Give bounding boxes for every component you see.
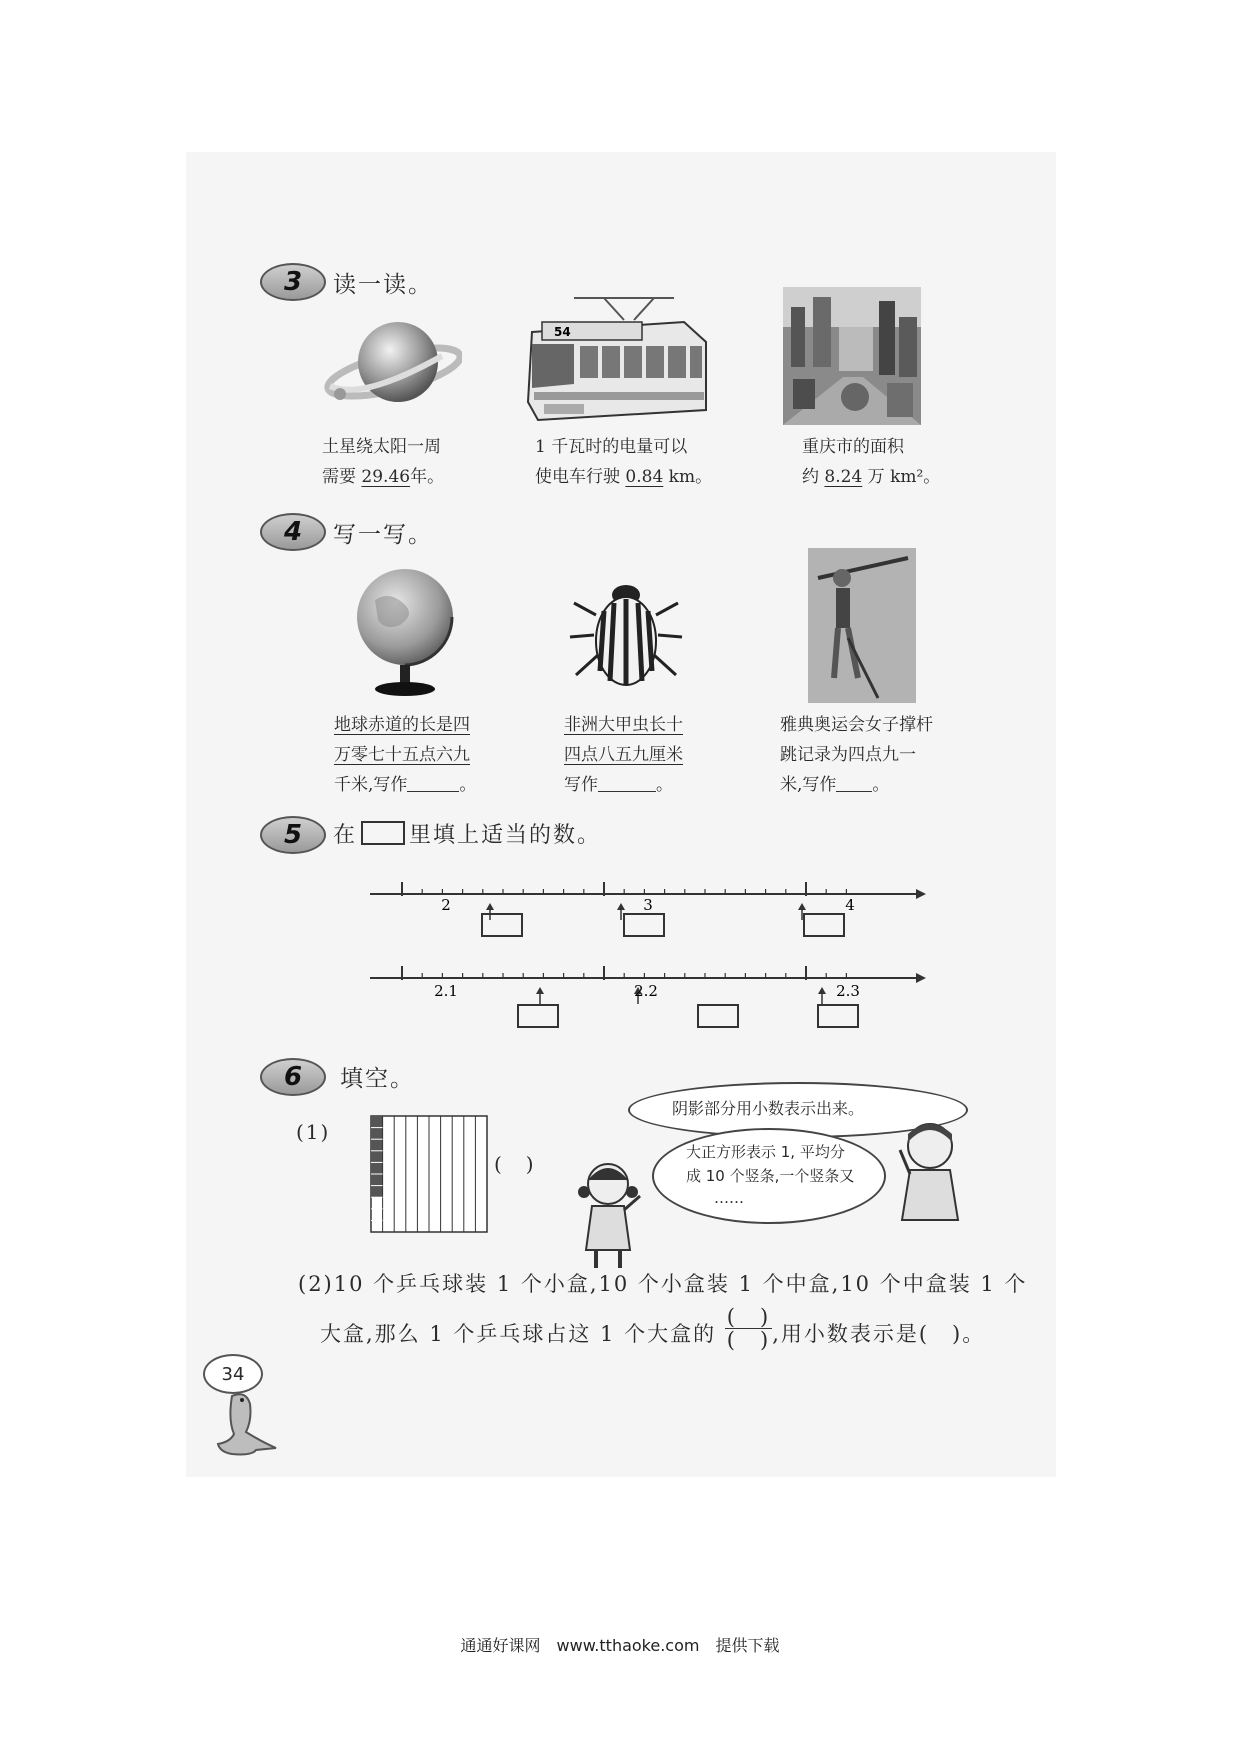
bubble-line-2: 成 10 个竖条,一个竖条又 <box>686 1167 855 1185</box>
saturn-image <box>322 316 462 420</box>
section-4-title: 写一写。 <box>333 522 433 548</box>
part-1-answer-paren[interactable]: ( ) <box>494 1152 536 1176</box>
pole-vault-caption: 雅典奥运会女子撑杆 跳记录为四点九一 米,写作 。 <box>780 715 933 795</box>
bubble-top-text: 阴影部分用小数表示出来。 <box>672 1099 865 1118</box>
pole-vault-photo <box>808 548 916 703</box>
answer-box[interactable] <box>803 913 845 937</box>
beetle-caption: 非洲大甲虫长十 四点八五九厘米 写作 。 <box>564 715 683 795</box>
tram-image <box>524 292 712 427</box>
decimal-square <box>370 1115 488 1233</box>
section-5-instruction: 在 里填上适当的数。 <box>333 823 602 848</box>
tram-number: 54 <box>554 325 571 339</box>
fraction-blank[interactable]: ( ) ( ) <box>726 1305 771 1352</box>
bubble-line-1: 大正方形表示 1, 平均分 <box>686 1143 845 1161</box>
footer-credit: 通通好课网 www.tthaoke.com 提供下载 <box>460 1636 780 1655</box>
part-2-line-1: (2)10 个乒乓球装 1 个小盒,10 个小盒装 1 个中盒,10 个中盒装 1 个 <box>298 1272 1028 1296</box>
line1-label-2: 2 <box>441 896 451 914</box>
section-6-badge: 6 <box>260 1058 326 1096</box>
section-6-title: 填空。 <box>340 1066 415 1092</box>
answer-box[interactable] <box>517 1004 559 1028</box>
equator-caption: 地球赤道的长是四 万零七十五点六九 千米,写作 。 <box>334 715 477 795</box>
seal-mascot <box>212 1390 280 1460</box>
beetle-image <box>566 575 686 695</box>
section-3-badge: 3 <box>260 263 326 301</box>
tram-caption: 1 千瓦时的电量可以 使电车行驶 0.84 km。 <box>535 437 713 487</box>
city-photo <box>783 287 921 425</box>
city-caption: 重庆市的面积 约 8.24 万 km²。 <box>802 437 941 487</box>
number-lines <box>370 866 930 1026</box>
globe-image <box>350 565 460 700</box>
section-4-badge: 4 <box>260 513 326 551</box>
line2-label-2.1: 2.1 <box>434 982 458 1000</box>
part-1-label: (1) <box>296 1120 331 1144</box>
saturn-caption: 土星绕太阳一周 需要 29.46年。 <box>322 437 445 487</box>
part-2-line-2: 大盒,那么 1 个乒乓球占这 1 个大盒的 ( ) ( ) ,用小数表示是( )。 <box>320 1305 986 1352</box>
line2-label-2.3: 2.3 <box>836 982 860 1000</box>
answer-box[interactable] <box>697 1004 739 1028</box>
bubble-line-3: …… <box>714 1189 744 1207</box>
boy-illustration <box>888 1120 972 1230</box>
answer-box[interactable] <box>481 913 523 937</box>
girl-illustration <box>568 1160 648 1270</box>
answer-box[interactable] <box>623 913 665 937</box>
answer-box[interactable] <box>817 1004 859 1028</box>
line1-label-3: 3 <box>643 896 653 914</box>
inline-answer-box-icon <box>361 821 405 845</box>
section-3-title: 读一读。 <box>333 272 433 298</box>
line2-label-2.2: 2.2 <box>634 982 658 1000</box>
line1-label-4: 4 <box>845 896 855 914</box>
page-number: 34 <box>203 1354 263 1394</box>
section-5-badge: 5 <box>260 816 326 854</box>
